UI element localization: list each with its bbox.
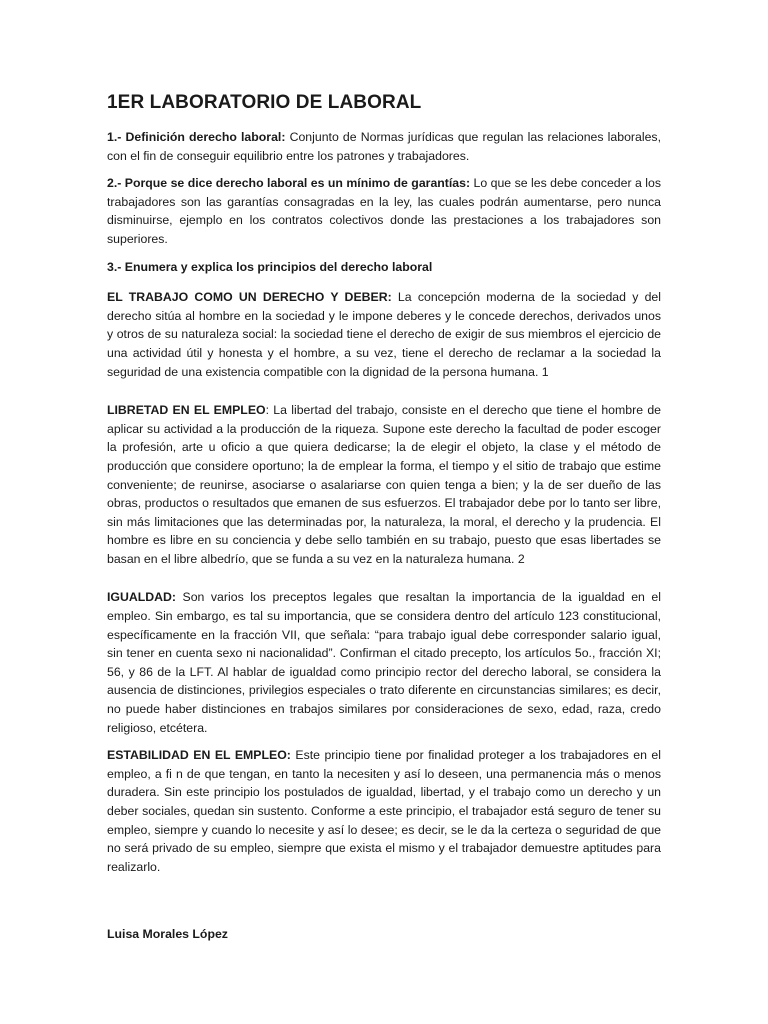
principle-lead: EL TRABAJO COMO UN DERECHO Y DEBER: [107, 290, 392, 305]
principle-lead: IGUALDAD: [107, 590, 176, 605]
question-1-paragraph [107, 128, 661, 165]
question-1-text: Conjunto de Normas jurídicas que regulan las relaciones laborales, con el fin de conseguir equilibrio entre los patrones y trabajadores. [107, 130, 661, 163]
principle-text: La concepción moderna de la sociedad y del derecho sitúa al hombre en la sociedad y le impone deberes y le concede derechos, derivados unos y otros de su naturaleza social: la sociedad tiene el derecho de exigir de sus miembros el ejercicio de una actividad útil y honesta y el hombre, a su vez, tiene el derecho de reclamar a la sociedad la seguridad de una existencia compatible con la dignidad de la persona humana. 1 [107, 290, 661, 379]
author-name: Luisa Morales López [107, 927, 228, 941]
question-2-paragraph [107, 174, 661, 248]
principle-paragraph-estabilidad [107, 746, 661, 876]
principle-lead: LIBRETAD EN EL EMPLEO [107, 403, 266, 418]
question-2-lead: 2.- Porque se dice derecho laboral es un mínimo de garantías: [107, 176, 471, 191]
document-title: 1ER LABORATORIO DE LABORAL [107, 92, 422, 113]
question-3-heading: 3.- Enumera y explica los principios del derecho laboral [107, 259, 433, 274]
principle-paragraph-igualdad [107, 588, 661, 737]
principle-paragraph-trabajo [107, 288, 661, 381]
question-1-lead: 1.- Definición derecho laboral: [107, 130, 286, 144]
principle-lead: ESTABILIDAD EN EL EMPLEO: [107, 748, 291, 763]
question-2-text: Lo que se les debe conceder a los trabajadores son las garantías consagradas en la ley, las cuales podrán aumentarse, pero nunca disminuirse, ejemplo en los contratos colectivos donde las prestaciones a los trabajadores son superiores. [107, 176, 661, 246]
principle-text: Son varios los preceptos legales que resaltan la importancia de la igualdad en el empleo. Sin embargo, es tal su importancia, que se considera dentro del artículo 123 constitucional, específicamente en la fracción VII, que señala: “para trabajo igual debe corresponder salario igual, sin tener en cuenta sexo ni nacionalidad”. Confirman el citado precepto, los artículos 5o., fracción XI; 56, y 86 de la LFT. Al hablar de igualdad como principio rector del derecho laboral, se considera la ausencia de distinciones, privilegios especiales o trato diferente en circunstancias similares; es decir, no puede haber distinciones en trabajos similares por consideraciones de sexo, edad, raza, credo religioso, etcétera. [107, 590, 661, 735]
principle-text: : La libertad del trabajo, consiste en el derecho que tiene el hombre de aplicar su actividad a la producción de la riqueza. Supone este derecho la facultad de poder escoger la profesión, arte u oficio a que quiera dedicarse; la de elegir el objeto, la clase y el método de producción que considere oportuno; la de emplear la forma, el tiempo y el sitio de trabajo que estime conveniente; de reunirse, asociarse o asalariarse con quien tenga a bien; y la de ser dueño de las obras, productos o resultados que emanen de sus esfuerzos. El trabajador debe por lo tanto ser libre, sin más limitaciones que las determinadas por, la naturaleza, la moral, el derecho y la prudencia. El hombre es libre en su conciencia y debe sello también en su trabajo, puesto que esas libertades se basan en el libre albedrío, que se funda a su vez en la naturaleza humana. 2 [107, 403, 661, 566]
principle-paragraph-libertad [107, 401, 661, 568]
principle-text: Este principio tiene por finalidad proteger a los trabajadores en el empleo, a fi n de que tengan, en tanto la necesiten y así lo deseen, una permanencia más o menos duradera. Sin este principio los postulados de igualdad, libertad, y el trabajo como un derecho y un deber sociales, quedan sin sustento. Conforme a este principio, el trabajador está seguro de tener su empleo, siempre y cuando lo necesite y así lo desee; es decir, se le da la certeza o seguridad de que no será privado de su empleo, siempre que exista el mismo y el trabajador demuestre aptitudes para realizarlo. [107, 748, 661, 874]
